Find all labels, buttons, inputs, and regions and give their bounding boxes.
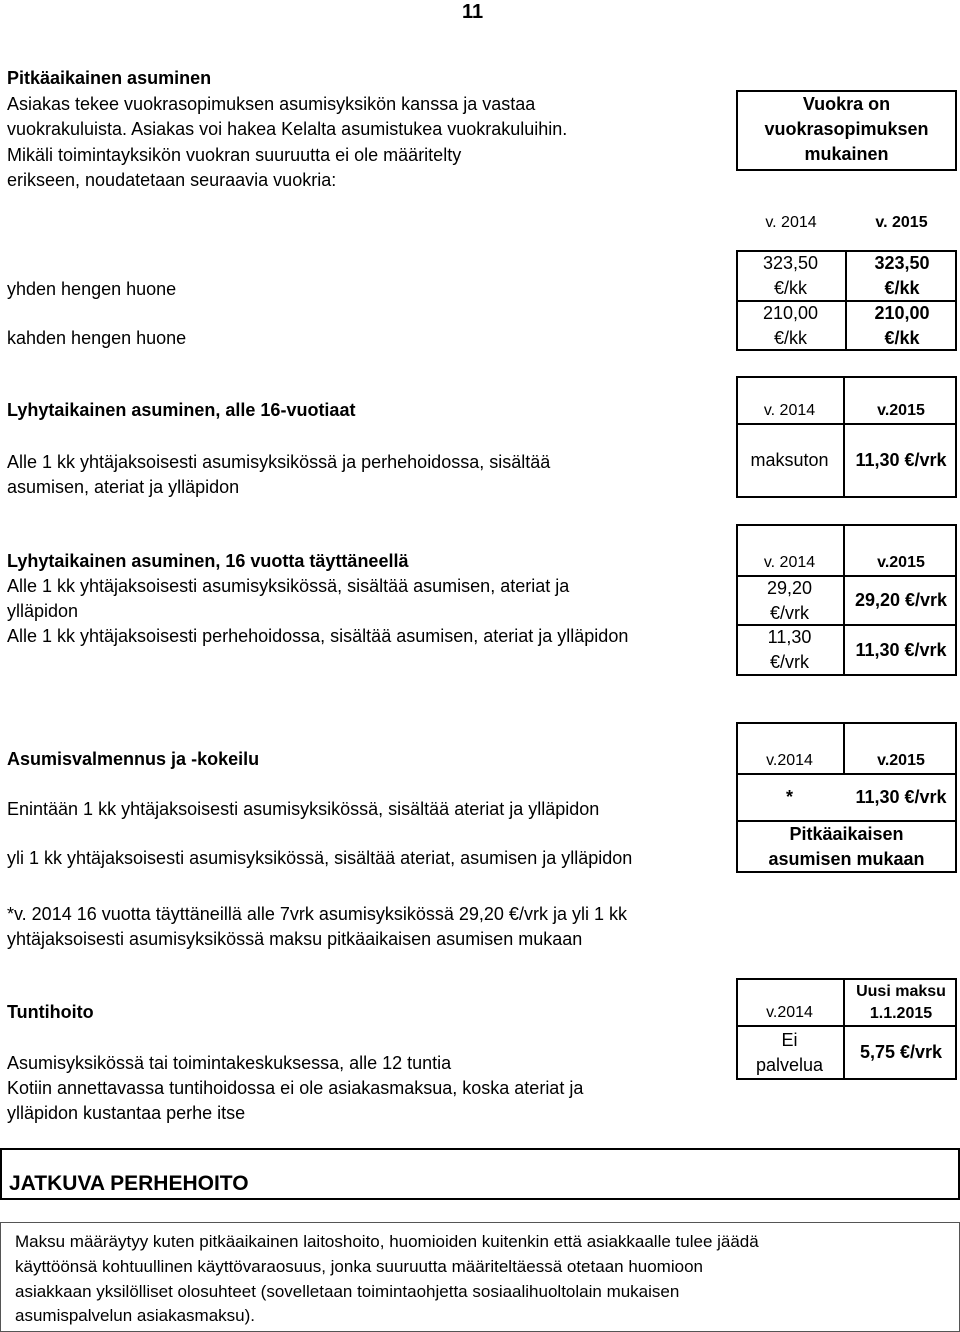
- s6-body-line-2: käyttöönsä kohtuullinen käyttövaraosuus, jonka suuruutta määriteltäessä otetaan huomioon: [15, 1257, 703, 1276]
- rent-header-line-3: mukainen: [804, 144, 889, 164]
- s4-row2-merged-line-1: Pitkäaikaisen: [789, 823, 904, 844]
- s5-2014-value-line-2: palvelua: [755, 1054, 824, 1075]
- double-room-2015-unit: €/kk: [884, 328, 920, 348]
- s3-row2-2015: 11,30 €/vrk: [855, 639, 947, 660]
- s3-row2-2014-amount: 11,30: [767, 627, 812, 647]
- section-title-housing-coaching: Asumisvalmennus ja -kokeilu: [7, 749, 260, 769]
- s5-col-new-header: [845, 980, 957, 1025]
- s2-2015-value: 11,30 €/vrk: [855, 450, 947, 470]
- s2-col-2014-header: v. 2014: [763, 402, 816, 419]
- single-room-2014-amount: 323,50: [762, 253, 819, 273]
- s3-row1-desc-line-1: Alle 1 kk yhtäjaksoisesti asumisyksikössä, sisältää asumisen, ateriat ja: [7, 576, 570, 596]
- s4-row2-desc: yli 1 kk yhtäjaksoisesti asumisyksikössä, sisältää ateriat, asumisen ja ylläpidon: [7, 848, 633, 868]
- double-room-2014: [736, 302, 845, 350]
- row-label-single-room: yhden hengen huone: [7, 279, 177, 299]
- s4-note-line-2: yhtäjaksoisesti asumisyksikössä maksu pitkäaikaisen asumisen mukaan: [7, 929, 583, 949]
- double-room-2015: [847, 302, 957, 350]
- s3-row1-2014: [736, 577, 843, 624]
- s5-col-2014-header: v.2014: [766, 1004, 813, 1021]
- s5-col-new-line-1: Uusi maksu: [856, 982, 946, 1000]
- single-room-2015-unit: €/kk: [884, 278, 920, 298]
- page-number: 11: [462, 1, 484, 23]
- s5-new-value: 5,75 €/vrk: [859, 1042, 943, 1062]
- s1-col-2015-header: v. 2015: [875, 214, 928, 231]
- single-room-2014: [736, 252, 845, 300]
- s4-row2-merged-line-2: asumisen mukaan: [768, 848, 925, 869]
- double-room-2014-amount: 210,00: [762, 303, 819, 323]
- s3-col-2015-header: v.2015: [877, 554, 925, 571]
- single-room-2015: [847, 252, 957, 300]
- s4-col-2015-header: v.2015: [877, 752, 925, 769]
- double-room-2015-amount: 210,00: [874, 303, 930, 323]
- s2-2014-value: maksuton: [750, 450, 829, 470]
- single-room-2015-amount: 323,50: [874, 253, 930, 273]
- double-room-2014-unit: €/kk: [773, 328, 807, 348]
- section-title-short-term-16plus: Lyhytaikainen asuminen, 16 vuotta täyttäneellä: [7, 551, 409, 571]
- section-title-hourly-care: Tuntihoito: [7, 1002, 94, 1022]
- s5-2014-value-line-1: Ei: [781, 1029, 798, 1050]
- s3-row2-2014: [736, 626, 843, 674]
- s4-row1-2015: 11,30 €/vrk: [855, 787, 947, 807]
- s4-col-2014-header: v.2014: [766, 752, 813, 769]
- s2-col-2015-header: v.2015: [877, 402, 925, 419]
- intro-line-2: vuokrakuluista. Asiakas voi hakea Kelalta asumistukea vuokrakuluihin.: [7, 119, 568, 139]
- single-room-2014-unit: €/kk: [773, 278, 807, 298]
- s5-2014-value: [736, 1027, 843, 1078]
- continuous-family-care-heading: JATKUVA PERHEHOITO: [9, 1172, 249, 1195]
- s3-row1-2015: 29,20 €/vrk: [854, 590, 948, 610]
- s2-desc-line-1: Alle 1 kk yhtäjaksoisesti asumisyksikössä ja perhehoidossa, sisältää: [7, 452, 551, 472]
- section-title-long-term-housing: Pitkäaikainen asuminen: [7, 68, 212, 88]
- s6-body-line-3: asiakkaan yksilölliset olosuhteet (sovelletaan toimintaohjetta sosiaalihuoltolain mukaisen: [15, 1282, 680, 1301]
- row-label-double-room: kahden hengen huone: [7, 328, 187, 348]
- intro-line-1: Asiakas tekee vuokrasopimuksen asumisyksikön kanssa ja vastaa: [7, 94, 536, 114]
- rent-header-text: [736, 92, 957, 167]
- s2-desc-line-2: asumisen, ateriat ja ylläpidon: [7, 477, 240, 497]
- s6-body-line-4: asumispalvelun asiakasmaksu).: [15, 1306, 255, 1325]
- rent-header-line-1: Vuokra on: [802, 94, 891, 114]
- s5-desc-line-2: Kotiin annettavassa tuntihoidossa ei ole asiakasmaksua, koska ateriat ja: [7, 1078, 584, 1098]
- s5-col-new-line-2: 1.1.2015: [869, 1004, 933, 1022]
- rent-header-line-2: vuokrasopimuksen: [764, 119, 929, 139]
- s6-body-line-1: Maksu määräytyy kuten pitkäaikainen laitoshoito, huomioiden kuitenkin että asiakkaalle tulee jäädä: [15, 1232, 759, 1251]
- s3-row1-2014-amount: 29,20: [766, 577, 813, 598]
- s5-desc-line-1: Asumisyksikössä tai toimintakeskuksessa, alle 12 tuntia: [7, 1053, 452, 1073]
- s4-row2-merged: [736, 822, 957, 871]
- s4-row1-desc: Enintään 1 kk yhtäjaksoisesti asumisyksikössä, sisältää ateriat ja ylläpidon: [7, 799, 600, 819]
- s3-row2-desc: Alle 1 kk yhtäjaksoisesti perhehoidossa, sisältää asumisen, ateriat ja ylläpidon: [7, 626, 629, 646]
- s4-row1-2014: *: [785, 787, 793, 807]
- s1-col-2014-header: v. 2014: [765, 214, 817, 231]
- s3-row2-2014-unit: €/vrk: [769, 652, 809, 672]
- s4-note-line-1: *v. 2014 16 vuotta täyttäneillä alle 7vrk asumisyksikössä 29,20 €/vrk ja yli 1 kk: [7, 904, 627, 924]
- s3-row1-desc-line-2: ylläpidon: [7, 601, 79, 621]
- section-title-short-term-under16: Lyhytaikainen asuminen, alle 16-vuotiaat: [7, 400, 356, 420]
- intro-line-4: erikseen, noudatetaan seuraavia vuokria:: [7, 170, 337, 190]
- intro-line-3: Mikäli toimintayksikön vuokran suuruutta ei ole määritelty: [7, 145, 462, 165]
- s3-col-2014-header: v. 2014: [763, 554, 816, 571]
- s3-row1-2014-unit: €/vrk: [769, 602, 809, 623]
- s5-desc-line-3: ylläpidon kustantaa perhe itse: [7, 1103, 246, 1123]
